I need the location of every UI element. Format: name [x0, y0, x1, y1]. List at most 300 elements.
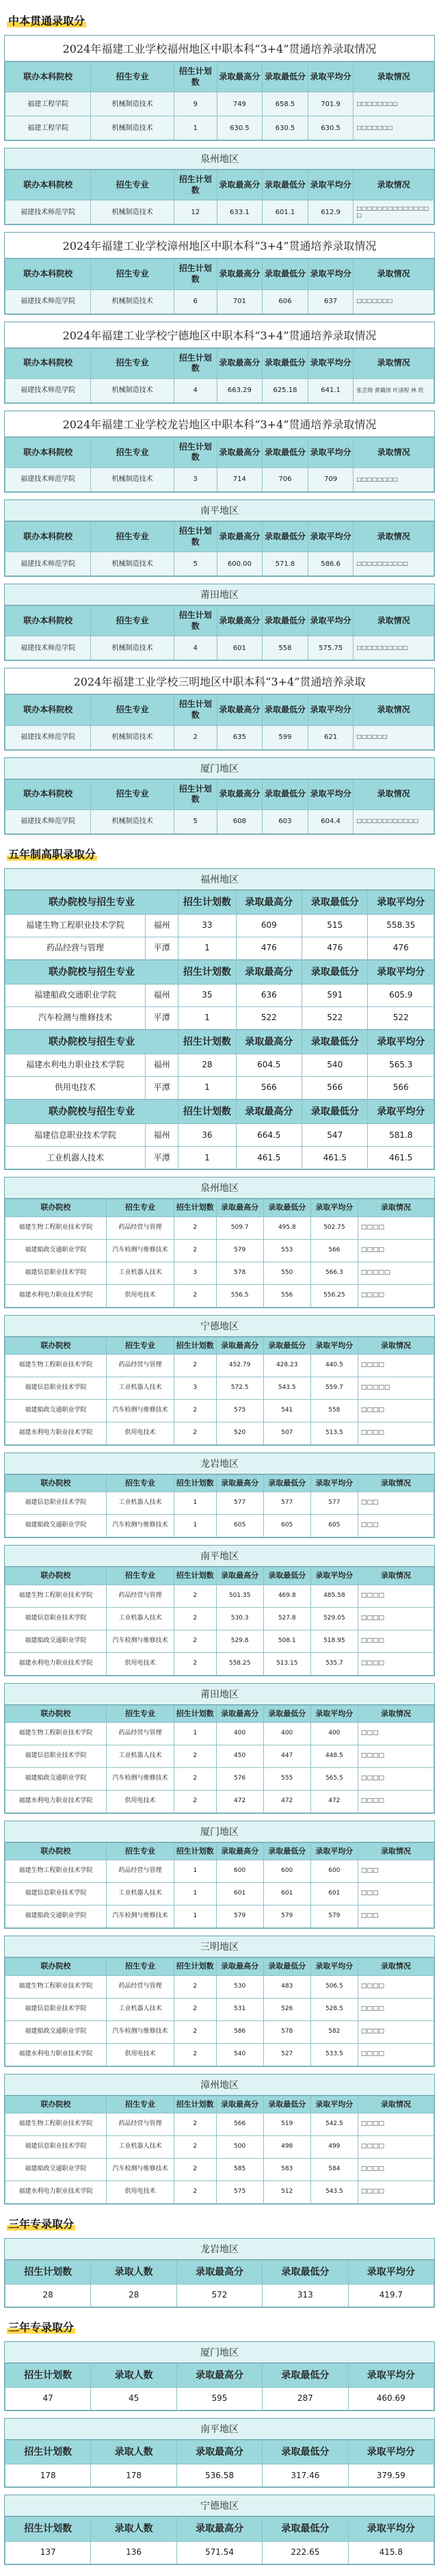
table-cell: 547: [302, 1124, 368, 1147]
wn-header-cell: 录取最低分: [263, 2096, 310, 2113]
zb-header-cell: 招生专业: [91, 170, 174, 200]
table-cell: 机械制造技术: [91, 92, 174, 116]
wn-header-cell: 录取最高分: [216, 1958, 263, 1975]
table-cell: 福建生物工程职业技术学院: [5, 2113, 107, 2135]
table-cell: 2: [174, 1400, 216, 1422]
wn-header-cell: 录取最低分: [263, 1199, 310, 1217]
school-cell: 药品经营与管理: [5, 937, 146, 959]
zb-header-cell: 招生专业: [91, 62, 174, 92]
table-cell: □□□□: [358, 1217, 434, 1239]
table-cell: □□□□: [358, 1630, 434, 1652]
table-cell: 福建信息职业技术学院: [5, 1998, 107, 2020]
wn-region-block: [4, 1453, 435, 1538]
table-cell: 501.35: [216, 1585, 263, 1607]
table-cell: 540: [216, 2043, 263, 2066]
table-cell: 472: [263, 1790, 310, 1812]
wn-header-cell: 录取最高分: [216, 1567, 263, 1585]
table-cell: 605: [263, 1515, 310, 1537]
table-cell: 450: [216, 1745, 263, 1767]
zb-header-cell: 录取平均分: [308, 521, 354, 551]
zb-header-cell: 录取最低分: [263, 170, 308, 200]
table-cell: 749: [217, 92, 263, 116]
zb-table: [5, 521, 434, 576]
wn-region-block: [4, 1177, 435, 1307]
table-cell: 工业机器人技术: [107, 1745, 174, 1767]
table-cell: 2: [174, 1585, 216, 1607]
table-cell: □□□□: [358, 2020, 434, 2043]
table-cell: □□□□□□□□: [354, 467, 434, 491]
table-row: [5, 1422, 434, 1445]
zb-table: [5, 694, 434, 749]
wunian-container: [3, 868, 436, 2204]
zb-header-cell: 招生计划数: [174, 606, 217, 636]
table-cell: 汽车检测与维修技术: [107, 1630, 174, 1652]
wn-header-cell: 录取最低分: [302, 1030, 368, 1054]
table-cell: 福建生物工程职业技术学院: [5, 1217, 107, 1239]
table-cell: 566: [368, 1077, 434, 1100]
table-cell: 591: [302, 985, 368, 1007]
wn-header-cell: 录取最低分: [263, 1567, 310, 1585]
table-cell: 1: [174, 116, 217, 140]
zb-header-cell: 录取最低分: [263, 437, 308, 467]
zb-block: [4, 584, 435, 661]
table-row: [5, 1998, 434, 2020]
table-cell: 578: [263, 2020, 310, 2043]
area-cell: 福州: [145, 914, 178, 937]
table-cell: 机械制造技术: [91, 636, 174, 660]
zb-table: [5, 259, 434, 313]
table-cell: 709: [308, 467, 354, 491]
zb-header-cell: 录取最高分: [217, 521, 263, 551]
zhongben-container: [3, 35, 436, 835]
table-cell: 577: [263, 1492, 310, 1515]
table-cell: 317.46: [263, 2464, 348, 2487]
table-cell: 1: [178, 1077, 236, 1100]
sz-header-cell: 录取人数: [91, 2441, 176, 2464]
table-cell: 机械制造技术: [91, 200, 174, 224]
sz-header-cell: 招生计划数: [5, 2364, 91, 2388]
zb-region-title: 厦门地区: [5, 758, 434, 779]
table-cell: 558: [263, 636, 308, 660]
table-cell: 637: [308, 289, 354, 313]
table-cell: □□□□: [358, 2135, 434, 2158]
zb-header-cell: 录取最低分: [263, 348, 308, 378]
table-cell: 575: [216, 2181, 263, 2203]
wn-region-table: [5, 2096, 434, 2204]
table-row: [5, 2043, 434, 2066]
table-cell: 579: [216, 1905, 263, 1928]
wn-header-row: [5, 1843, 434, 1860]
wn-header-cell: 招生计划数: [174, 1199, 216, 1217]
table-row: [5, 1262, 434, 1284]
table-cell: 586: [216, 2020, 263, 2043]
table-cell: 2: [174, 1422, 216, 1445]
table-cell: 药品经营与管理: [107, 1355, 174, 1377]
table-cell: 515: [302, 914, 368, 937]
table-cell: □□□□: [358, 1745, 434, 1767]
wn-header-row: [5, 1199, 434, 1217]
area-cell: 平潭: [145, 937, 178, 959]
wn-region-block: [4, 1683, 435, 1814]
table-cell: 47: [5, 2388, 91, 2410]
table-row: [5, 2388, 434, 2410]
table-cell: 供用电技术: [107, 1652, 174, 1675]
table-cell: □□□□□: [358, 1377, 434, 1400]
sz-table: [5, 2260, 434, 2307]
table-cell: 572: [176, 2285, 262, 2307]
table-cell: 福建工程学院: [5, 116, 91, 140]
wn-header-cell: 录取最低分: [263, 1475, 310, 1492]
table-cell: 机械制造技术: [91, 725, 174, 749]
wn-header-cell: 录取平均分: [310, 1958, 358, 1975]
table-cell: 428.23: [263, 1355, 310, 1377]
table-cell: 1: [174, 1492, 216, 1515]
table-cell: 313: [263, 2285, 348, 2307]
table-cell: 400: [216, 1722, 263, 1745]
table-cell: 600: [310, 1860, 358, 1883]
wn-region-block: [4, 2074, 435, 2204]
table-cell: 机械制造技术: [91, 378, 174, 402]
wn-region-table: [5, 1474, 434, 1537]
table-row: [5, 2135, 434, 2158]
table-cell: 558: [310, 1400, 358, 1422]
table-cell: □□□□: [358, 1422, 434, 1445]
zb-header-cell: 联办本科院校: [5, 437, 91, 467]
table-cell: 581.8: [368, 1124, 434, 1147]
wn-header-cell: 招生计划数: [174, 1567, 216, 1585]
table-row: [5, 552, 434, 576]
table-cell: 606: [263, 289, 308, 313]
table-cell: □□□: [358, 1515, 434, 1537]
table-cell: □□□□: [358, 1239, 434, 1262]
zb-header-cell: 联办本科院校: [5, 259, 91, 289]
table-cell: 6: [174, 289, 217, 313]
table-cell: 485.58: [310, 1585, 358, 1607]
zb-table: [5, 606, 434, 660]
table-row: [5, 1515, 434, 1537]
wn-header-cell: 联办院校: [5, 1705, 107, 1722]
wn-header-cell: 联办院校与招生专业: [5, 1100, 178, 1124]
zb-block-title: 2024年福建工业学校龙岩地区中职本科“3+4”贯通培养录取情况: [5, 411, 434, 437]
table-cell: 601.1: [263, 200, 308, 224]
zb-header-cell: 录取平均分: [308, 62, 354, 92]
zb-table: [5, 62, 434, 140]
school-cell: 福建生物工程职业技术学院: [5, 914, 146, 937]
sz-header-cell: 招生计划数: [5, 2517, 91, 2541]
table-row: [5, 2285, 434, 2307]
sannian-a-container: [3, 2238, 436, 2308]
sz-region-title: 宁德地区: [5, 2495, 434, 2516]
table-row: [5, 985, 434, 1007]
zb-block: [4, 232, 435, 314]
sz-table: [5, 2440, 434, 2487]
table-cell: 供用电技术: [107, 1284, 174, 1307]
wn-header-cell: 录取最低分: [302, 1100, 368, 1124]
wn-header-cell: 联办院校: [5, 1567, 107, 1585]
table-cell: □□□□: [358, 1998, 434, 2020]
table-cell: □□□□: [358, 1284, 434, 1307]
wn-region-title: 厦门地区: [5, 1821, 434, 1843]
sz-header-cell: 录取人数: [91, 2260, 176, 2284]
wn-header-cell: 录取平均分: [368, 1030, 434, 1054]
table-cell: □□□□: [358, 1355, 434, 1377]
table-row: [5, 1630, 434, 1652]
table-cell: 701.9: [308, 92, 354, 116]
table-cell: □□□□: [358, 1790, 434, 1812]
zb-header-cell: 录取最高分: [217, 695, 263, 725]
table-row: [5, 378, 434, 402]
table-cell: 522: [302, 1007, 368, 1030]
sz-header-cell: 录取最低分: [263, 2260, 348, 2284]
table-cell: □□□: [358, 1722, 434, 1745]
wn-header-cell: 录取最高分: [236, 1100, 302, 1124]
zb-header-cell: 录取平均分: [308, 170, 354, 200]
table-row: [5, 636, 434, 660]
zb-header-cell: 录取最低分: [263, 62, 308, 92]
wn-header-cell: 招生专业: [107, 1199, 174, 1217]
table-cell: 528.5: [310, 1998, 358, 2020]
wn-header-row: [5, 2096, 434, 2113]
zb-header-cell: 录取情况: [354, 521, 434, 551]
table-cell: 663.29: [217, 378, 263, 402]
table-cell: 福建水利电力职业技术学院: [5, 1422, 107, 1445]
wn-header-cell: 招生专业: [107, 1475, 174, 1492]
table-cell: 福建水利电力职业技术学院: [5, 1284, 107, 1307]
zb-header-cell: 招生计划数: [174, 779, 217, 809]
zb-header-cell: 录取最高分: [217, 779, 263, 809]
table-cell: 287: [263, 2388, 348, 2410]
zb-header-cell: 录取情况: [354, 259, 434, 289]
table-cell: 379.59: [348, 2464, 434, 2487]
table-cell: 178: [91, 2464, 176, 2487]
table-row: [5, 1492, 434, 1515]
table-cell: 530: [216, 1975, 263, 1998]
table-cell: 518.95: [310, 1630, 358, 1652]
table-cell: □□□□: [358, 2043, 434, 2066]
sz-region-title: 龙岩地区: [5, 2239, 434, 2260]
zb-header-row: [5, 259, 434, 289]
table-cell: 452.79: [216, 1355, 263, 1377]
table-cell: 400: [263, 1722, 310, 1745]
table-cell: 2: [174, 1217, 216, 1239]
table-cell: □□□□: [358, 1585, 434, 1607]
zb-header-cell: 录取平均分: [308, 259, 354, 289]
table-cell: 药品经营与管理: [107, 1585, 174, 1607]
table-row: [5, 1377, 434, 1400]
table-cell: 498: [263, 2135, 310, 2158]
school-cell: 工业机器人技术: [5, 1147, 146, 1169]
zb-header-cell: 招生计划数: [174, 695, 217, 725]
wn-header-row: [5, 1337, 434, 1354]
table-cell: 供用电技术: [107, 1790, 174, 1812]
table-cell: 571.54: [176, 2541, 262, 2564]
table-cell: 福建船政交通职业学院: [5, 2020, 107, 2043]
table-cell: 福建技术师范学院: [5, 725, 91, 749]
table-cell: 机械制造技术: [91, 809, 174, 833]
zb-header-cell: 招生专业: [91, 779, 174, 809]
table-row: [5, 1790, 434, 1812]
table-cell: 605.9: [368, 985, 434, 1007]
table-cell: 530.3: [216, 1607, 263, 1630]
table-cell: 579: [263, 1905, 310, 1928]
table-cell: 509.7: [216, 1217, 263, 1239]
wn-header-cell: 录取最高分: [236, 1030, 302, 1054]
table-cell: 福建水利电力职业技术学院: [5, 1790, 107, 1812]
table-cell: 595: [176, 2388, 262, 2410]
table-cell: 601: [263, 1883, 310, 1905]
table-cell: 658.5: [263, 92, 308, 116]
sz-header-row: [5, 2517, 434, 2541]
table-cell: 578: [216, 1262, 263, 1284]
wn-header-cell: 招生专业: [107, 1958, 174, 1975]
table-cell: 机械制造技术: [91, 552, 174, 576]
table-cell: 512: [263, 2181, 310, 2203]
table-cell: □□□: [358, 1905, 434, 1928]
sz-table: [5, 2516, 434, 2564]
wn-header-cell: 录取最高分: [216, 1337, 263, 1354]
sz-header-cell: 录取最高分: [176, 2364, 262, 2388]
table-cell: 599: [263, 725, 308, 749]
table-cell: 461.5: [236, 1147, 302, 1169]
wn-region-table: [5, 1957, 434, 2066]
table-cell: 3: [174, 467, 217, 491]
table-cell: 513.15: [263, 1652, 310, 1675]
table-cell: 582: [310, 2020, 358, 2043]
table-cell: 2: [174, 1998, 216, 2020]
wn-header-cell: 联办院校: [5, 1843, 107, 1860]
wn-header-row: [5, 960, 434, 984]
table-row: [5, 289, 434, 313]
table-cell: 529.8: [216, 1630, 263, 1652]
wn-header-row: [5, 1958, 434, 1975]
table-row: [5, 1147, 434, 1169]
sz-header-cell: 录取最高分: [176, 2260, 262, 2284]
table-cell: 3: [174, 1262, 216, 1284]
wn-header-cell: 录取平均分: [310, 1337, 358, 1354]
wn-region-title: 福州地区: [5, 869, 434, 890]
table-cell: 45: [91, 2388, 176, 2410]
table-cell: 2: [174, 1975, 216, 1998]
zb-header-cell: 联办本科院校: [5, 62, 91, 92]
wn-region-block: [4, 1936, 435, 2066]
table-cell: 630.5: [308, 116, 354, 140]
area-cell: 福州: [145, 1054, 178, 1077]
table-cell: 400: [310, 1722, 358, 1745]
table-row: [5, 1124, 434, 1147]
zb-block-title: 2024年福建工业学校福州地区中职本科“3+4”贯通培养录取情况: [5, 36, 434, 62]
zb-header-cell: 录取最高分: [217, 62, 263, 92]
table-cell: 工业机器人技术: [107, 1492, 174, 1515]
table-row: [5, 1607, 434, 1630]
table-cell: □□□□: [358, 1607, 434, 1630]
table-cell: 585: [216, 2158, 263, 2181]
wn-header-cell: 录取情况: [358, 2096, 434, 2113]
table-cell: 1: [174, 1860, 216, 1883]
table-cell: 621: [308, 725, 354, 749]
wn-region-table: [5, 1843, 434, 1928]
table-row: [5, 1217, 434, 1239]
table-cell: 543.5: [263, 1377, 310, 1400]
table-cell: 35: [178, 985, 236, 1007]
wn-header-row: [5, 1705, 434, 1722]
table-cell: □□□□: [358, 2113, 434, 2135]
table-cell: 531: [216, 1998, 263, 2020]
table-cell: 福建信息职业技术学院: [5, 1262, 107, 1284]
table-cell: 2: [174, 2158, 216, 2181]
table-cell: 566: [236, 1077, 302, 1100]
zb-header-cell: 录取情况: [354, 437, 434, 467]
table-cell: 600.00: [217, 552, 263, 576]
table-cell: 419.7: [348, 2285, 434, 2307]
wn-fuzhou-block: [4, 868, 435, 1171]
wn-header-cell: 录取情况: [358, 1475, 434, 1492]
table-cell: 28: [91, 2285, 176, 2307]
table-cell: □□□□: [358, 1400, 434, 1422]
table-row: [5, 809, 434, 833]
sz-region-title: 厦门地区: [5, 2342, 434, 2363]
wn-fuzhou-table: [5, 960, 434, 1030]
table-cell: 527.8: [263, 1607, 310, 1630]
zb-header-cell: 录取最低分: [263, 779, 308, 809]
zb-table: [5, 348, 434, 403]
table-cell: 499: [310, 2135, 358, 2158]
table-row: [5, 1054, 434, 1077]
wn-header-cell: 录取最低分: [263, 1958, 310, 1975]
zb-header-cell: 招生专业: [91, 259, 174, 289]
table-cell: 535.7: [310, 1652, 358, 1675]
table-cell: □□□□□□□□□□: [354, 636, 434, 660]
table-cell: 600: [216, 1860, 263, 1883]
table-cell: 2: [174, 1630, 216, 1652]
wn-header-cell: 录取最高分: [216, 1199, 263, 1217]
wn-header-cell: 联办院校: [5, 2096, 107, 2113]
table-cell: 28: [178, 1054, 236, 1077]
table-row: [5, 1077, 434, 1100]
zb-header-cell: 录取最低分: [263, 521, 308, 551]
wn-header-row: [5, 1030, 434, 1054]
table-cell: 33: [178, 914, 236, 937]
wn-header-row: [5, 890, 434, 914]
table-row: [5, 1745, 434, 1767]
zb-header-cell: 招生计划数: [174, 348, 217, 378]
table-cell: 604.5: [236, 1054, 302, 1077]
table-cell: 529.05: [310, 1607, 358, 1630]
table-cell: □□□□□: [358, 1262, 434, 1284]
table-cell: 28: [5, 2285, 91, 2307]
table-cell: 福建船政交通职业学院: [5, 1767, 107, 1790]
table-cell: 2: [174, 2043, 216, 2066]
wn-header-cell: 录取最高分: [216, 1705, 263, 1722]
table-cell: 药品经营与管理: [107, 1975, 174, 1998]
wn-region-block: [4, 1315, 435, 1446]
table-cell: 469.8: [263, 1585, 310, 1607]
table-cell: 612.9: [308, 200, 354, 224]
school-cell: 福建信息职业技术学院: [5, 1124, 146, 1147]
table-cell: 541: [263, 1400, 310, 1422]
table-cell: 555: [263, 1767, 310, 1790]
wn-header-cell: 联办院校: [5, 1475, 107, 1492]
table-cell: 汽车检测与维修技术: [107, 2020, 174, 2043]
table-cell: 579: [310, 1905, 358, 1928]
table-cell: 福建技术师范学院: [5, 200, 91, 224]
table-row: [5, 1239, 434, 1262]
table-cell: 1: [174, 1905, 216, 1928]
table-cell: 5: [174, 552, 217, 576]
zb-header-cell: 录取平均分: [308, 695, 354, 725]
table-cell: 2: [174, 1355, 216, 1377]
table-cell: □□□□: [358, 1767, 434, 1790]
table-cell: 178: [5, 2464, 91, 2487]
